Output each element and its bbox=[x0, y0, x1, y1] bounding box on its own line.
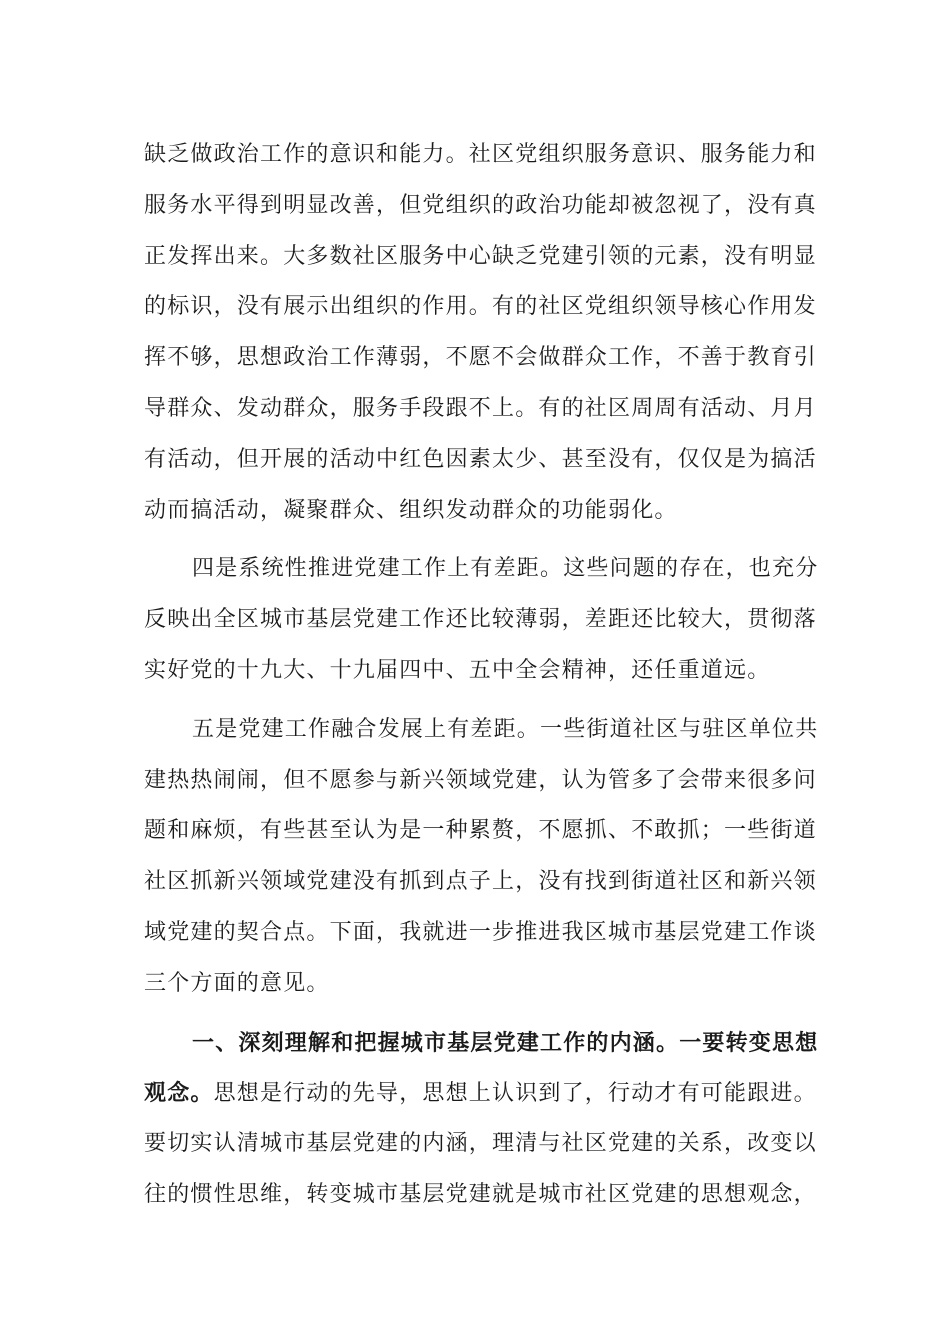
text-line: 缺乏做政治工作的意识和能力。社区党组织服务意识、服务能力和 bbox=[144, 142, 817, 167]
paragraph-gap bbox=[144, 697, 806, 705]
section-heading: 一、深刻理解和把握城市基层党建工作的内涵。一要转变思想 bbox=[192, 1029, 819, 1056]
paragraph-gap bbox=[144, 1010, 806, 1018]
text-fragment: 思想是行动的先导，思想上认识到了，行动才有可能跟进。 bbox=[213, 1081, 817, 1107]
text-line: 要切实认清城市基层党建的内涵，理清与社区党建的关系，改变以 bbox=[144, 1131, 817, 1157]
text-line bbox=[144, 1068, 817, 1119]
text-line: 反映出全区城市基层党建工作还比较薄弱，差距还比较大，贯彻落 bbox=[144, 607, 817, 633]
paragraph-3 bbox=[144, 705, 819, 1010]
paragraph-4-section-heading bbox=[144, 1018, 819, 1221]
paragraph-gap bbox=[144, 536, 806, 544]
text-line: 四是系统性推进党建工作上有差距。这些问题的存在，也充分 bbox=[192, 556, 819, 582]
text-line: 导群众、发动群众，服务手段跟不上。有的社区周周有活动、月月 bbox=[144, 395, 817, 421]
paragraph-1 bbox=[144, 130, 817, 536]
text-line: 三个方面的意见。 bbox=[144, 970, 330, 996]
text-line: 域党建的契合点。下面，我就进一步推进我区城市基层党建工作谈 bbox=[144, 919, 817, 945]
text-line: 题和麻烦，有些甚至认为是一种累赘，不愿抓、不敢抓；一些街道 bbox=[144, 818, 817, 844]
text-line: 社区抓新兴领域党建没有抓到点子上，没有找到街道社区和新兴领 bbox=[144, 869, 817, 895]
heading-continuation: 观念。 bbox=[144, 1080, 214, 1107]
text-line: 五是党建工作融合发展上有差距。一些街道社区与驻区单位共 bbox=[192, 716, 819, 742]
text-line: 动而搞活动，凝聚群众、组织发动群众的功能弱化。 bbox=[144, 497, 678, 523]
paragraph-2 bbox=[144, 544, 819, 696]
text-line: 建热热闹闹，但不愿参与新兴领域党建，认为管多了会带来很多问 bbox=[144, 767, 817, 793]
document-page bbox=[144, 130, 819, 1221]
text-line: 正发挥出来。大多数社区服务中心缺乏党建引领的元素，没有明显 bbox=[144, 243, 817, 269]
text-line: 的标识，没有展示出组织的作用。有的社区党组织领导核心作用发 bbox=[144, 294, 817, 320]
text-line: 服务水平得到明显改善，但党组织的政治功能却被忽视了，没有真 bbox=[144, 192, 817, 218]
text-line: 实好党的十九大、十九届四中、五中全会精神，还任重道远。 bbox=[144, 657, 771, 683]
text-line: 往的惯性思维，转变城市基层党建就是城市社区党建的思想观念， bbox=[144, 1181, 817, 1207]
text-line: 挥不够，思想政治工作薄弱，不愿不会做群众工作，不善于教育引 bbox=[144, 345, 817, 371]
text-line: 有活动，但开展的活动中红色因素太少、甚至没有，仅仅是为搞活 bbox=[144, 446, 817, 472]
